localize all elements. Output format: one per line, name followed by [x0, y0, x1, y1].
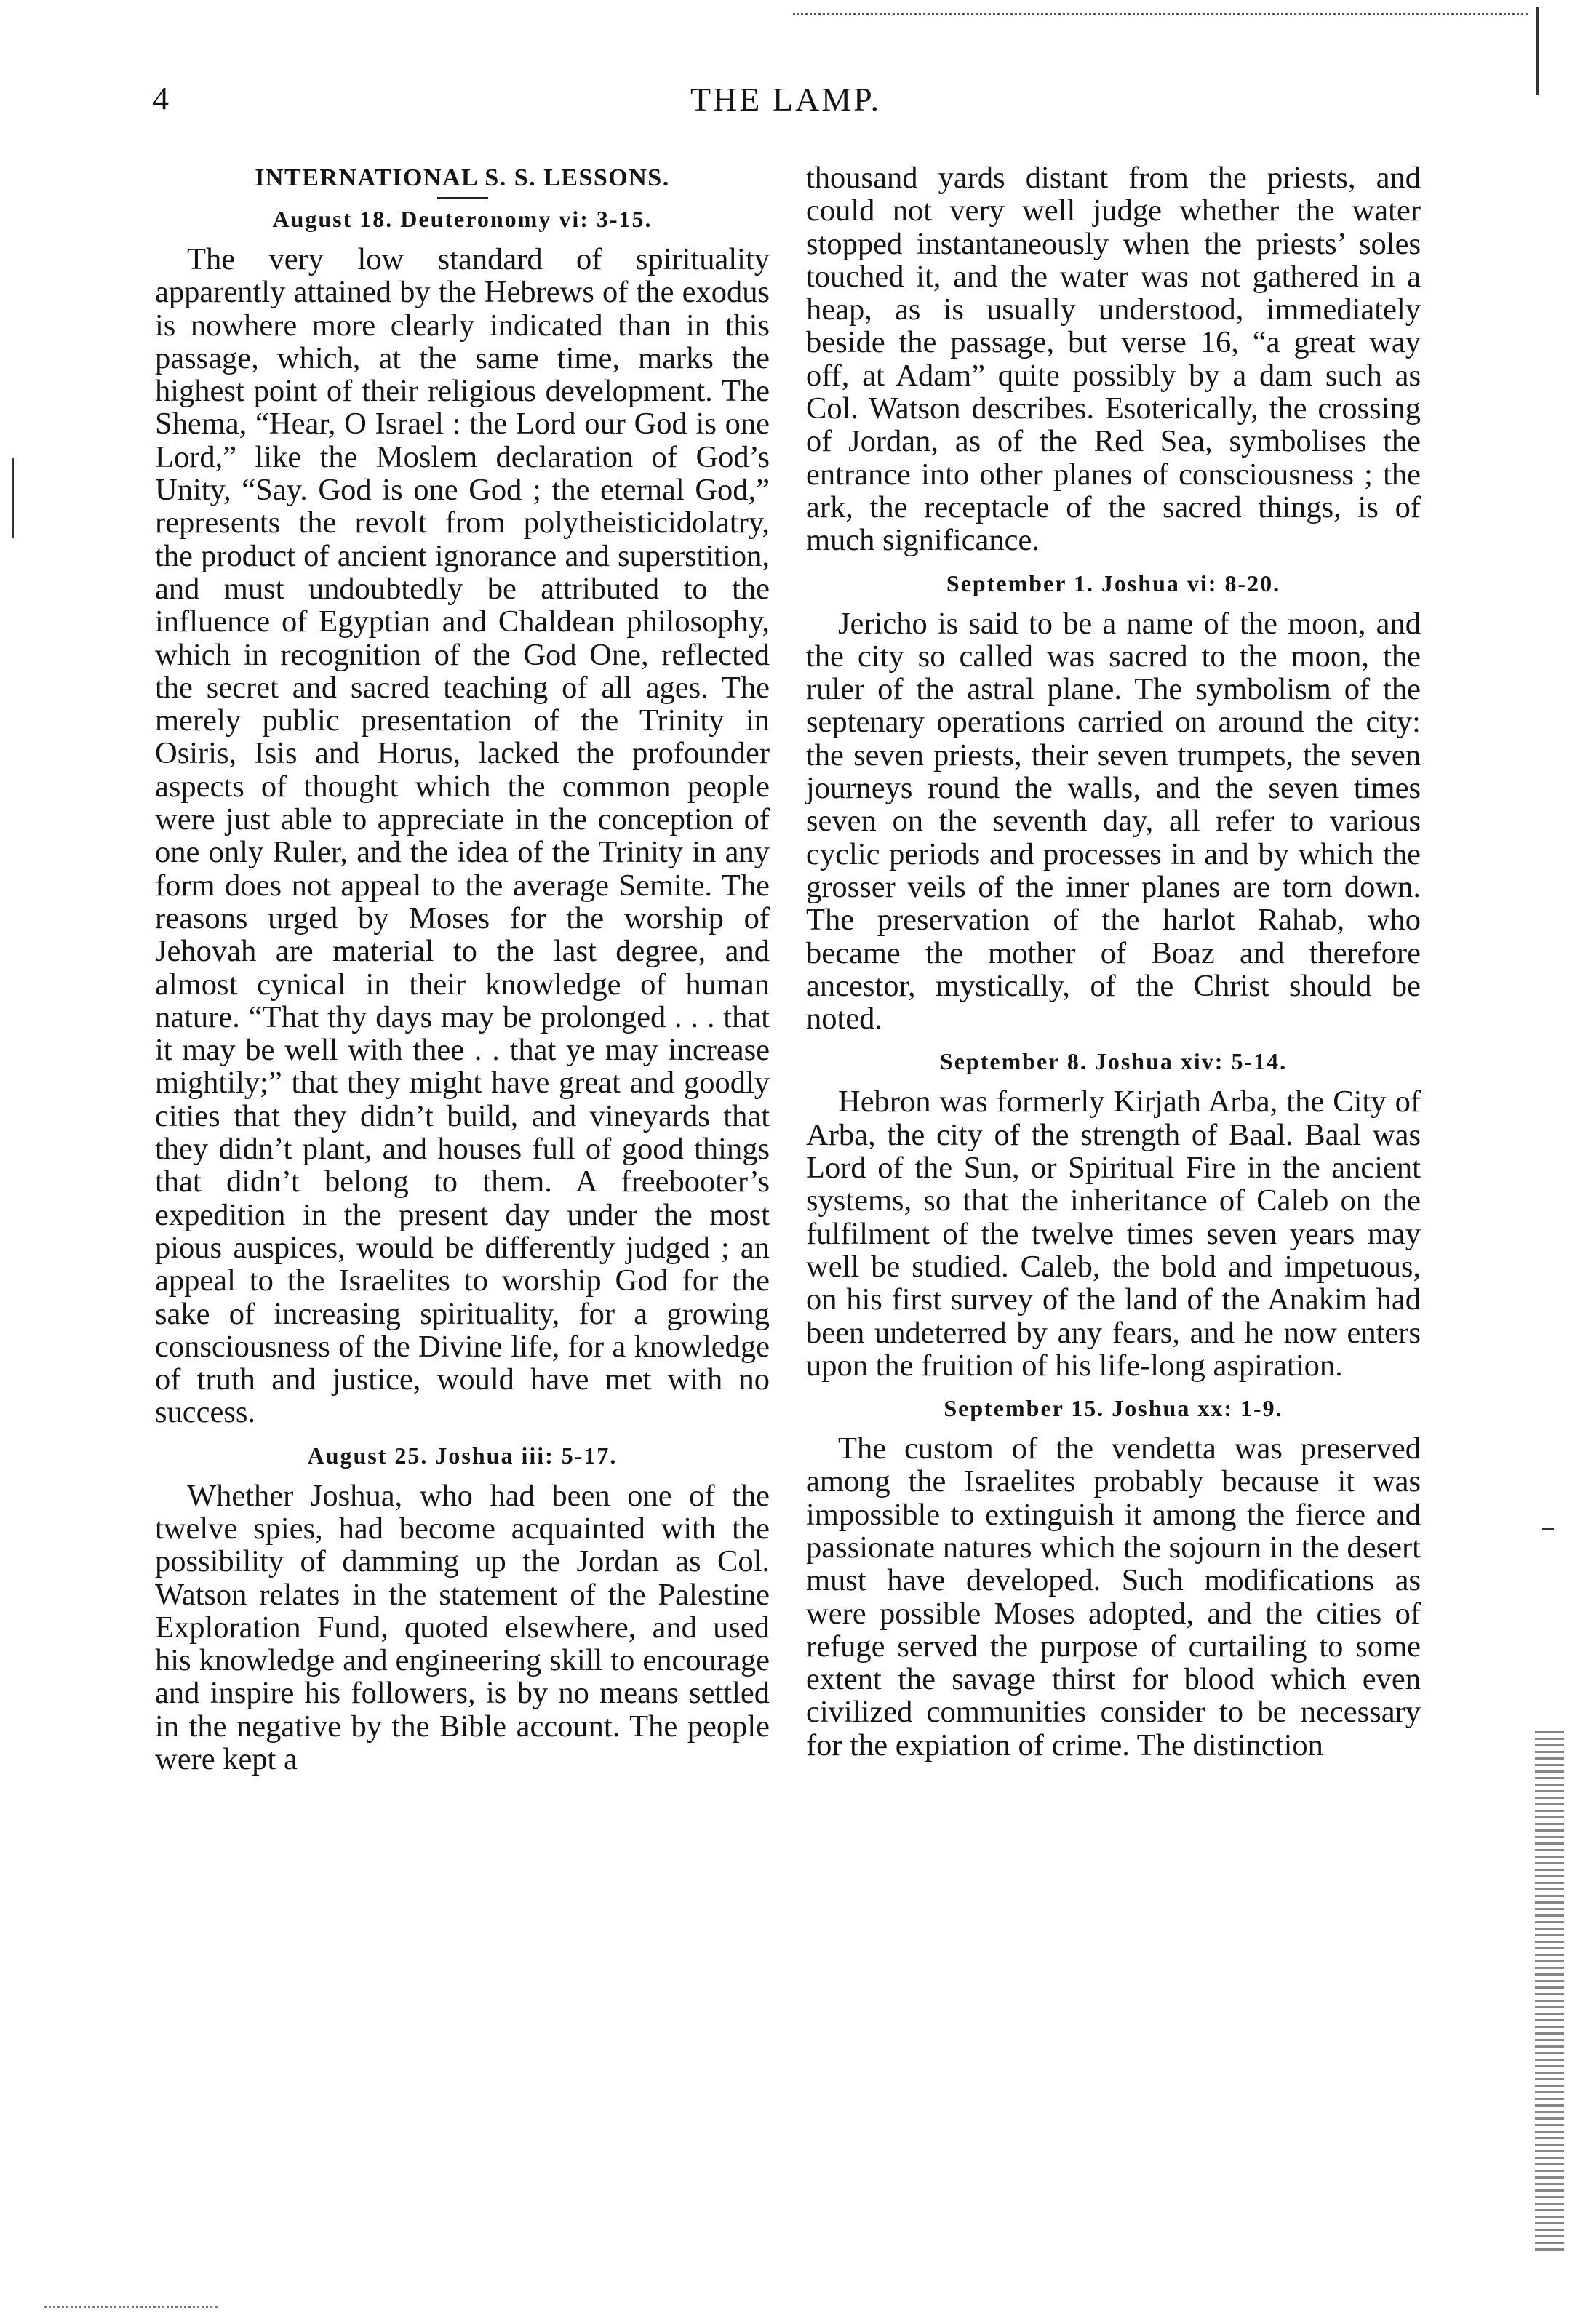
- right-edge-mark: [1536, 7, 1539, 95]
- bottom-edge-dots: [44, 2306, 218, 2308]
- running-head: [145, 80, 1426, 124]
- continued-paragraph: thousand yards distant from the priests, and could not very well judge whether the water stopped instantaneously when the priests’ soles touched it, and the water was not gathered in a heap, as is usually understood, immediately beside the passage, but verse 16, “a great way off, at Adam” quite possibly by a dam such as Col. Watson describes. Esoterically, the crossing of Jordan, as of the Red Sea, symbolises the entrance into other planes of consciousness ; the ark, the receptacle of the sacred things, is of much significance.: [806, 161, 1421, 558]
- section-title: INTERNATIONAL S. S. LESSONS.: [255, 164, 670, 191]
- left-margin-mark: [12, 458, 14, 538]
- lesson-heading: August 25. Joshua iii: 5-17.: [307, 1442, 618, 1469]
- lesson-paragraph: Jericho is said to be a name of the moon, and the city so called was sacred to the moon, the ruler of the astral plane. The symbolism of the septenary operations carried on around the city: the seven priests, their seven trumpets, the seven journeys round the walls, and the seven times seven on the seventh day, all refer to various cyclic periods and processes in and by which the grosser veils of the inner planes are torn down. The preservation of the harlot Rahab, who became the mother of Boaz and therefore ancestor, mystically, of the Christ should be noted.: [806, 606, 1421, 1037]
- right-column: [806, 161, 1421, 1762]
- left-column: [155, 161, 770, 1776]
- lesson-heading: September 1. Joshua vi: 8-20.: [946, 570, 1281, 596]
- right-margin-tick: [1542, 1528, 1554, 1530]
- binding-edge-specks: [1535, 1731, 1564, 2255]
- top-edge-rule: [793, 13, 1528, 15]
- lesson-paragraph: The very low standard of spirituality apparently attained by the Hebrews of the exodus is nowhere more clearly indicated than in this passage, which, at the same time, marks the highest point of their religious development. The Shema, “Hear, O Israel : the Lord our God is one Lord,” like the Moslem declaration of God’s Unity, “Say. God is one God ; the eternal God,” represents the revolt from polytheisticidolatry, the product of ancient ignorance and superstition, and must undoubtedly be attributed to the influence of Egyptian and Chaldean philosophy, which in recognition of the God One, reflected the secret and sacred teaching of all ages. The merely public presentation of the Trinity in Osiris, Isis and Horus, lacked the profounder aspects of thought which the common people were just able to appreciate in the conception of one only Ruler, and the idea of the Trinity in any form does not appeal to the average Semite. The reasons urged by Moses for the worship of Jehovah are material to the last degree, and almost cynical in their knowledge of human nature. “That thy days may be prolonged . . . that it may be well with thee . . that ye may increase mightily;” that they might have great and goodly cities that they didn’t build, and vineyards that they didn’t plant, and houses full of good things that didn’t belong to them. A freebooter’s expedition in the present day under the most pious auspices, would be differently judged ; an appeal to the Israelites to worship God for the sake of increasing spirituality, for a growing consciousness of the Divine life, for a knowledge of truth and justice, would have met with no success.: [155, 242, 770, 1430]
- lesson-heading: August 18. Deuteronomy vi: 3-15.: [272, 206, 653, 232]
- lesson-heading: September 15. Joshua xx: 1-9.: [944, 1395, 1283, 1422]
- lesson-paragraph: Hebron was formerly Kirjath Arba, the City of Arba, the city of the strength of Baal. Baal was Lord of the Sun, or Spiritual Fire in the ancient systems, so that the inheritance of Caleb on the fulfilment of the twelve times seven years may well be studied. Caleb, the bold and impetuous, on his first survey of the land of the Anakim had been undeterred by any fears, and he now enters upon the fruition of his life-long aspiration.: [806, 1085, 1421, 1383]
- section-title-rule: [437, 197, 488, 199]
- lesson-paragraph: Whether Joshua, who had been one of the twelve spies, had become acquainted with the possibility of damming up the Jordan as Col. Watson relates in the statement of the Palestine Exploration Fund, quoted elsewhere, and used his knowledge and engineering skill to encourage and inspire his followers, is by no means settled in the negative by the Bible account. The people were kept a: [155, 1478, 770, 1777]
- page-number: 4: [153, 81, 169, 116]
- journal-title: THE LAMP.: [690, 81, 882, 118]
- lesson-heading: September 8. Joshua xiv: 5-14.: [939, 1048, 1288, 1075]
- lesson-paragraph: The custom of the vendetta was preserved among the Israelites probably because it was impossible to extinguish it among the fierce and passionate natures which the sojourn in the desert must have developed. Such modifications as were possible Moses adopted, and the cities of refuge served the purpose of curtailing to some extent the savage thirst for blood which even civilized communities consider to be necessary for the expiation of crime. The distinction: [806, 1431, 1421, 1762]
